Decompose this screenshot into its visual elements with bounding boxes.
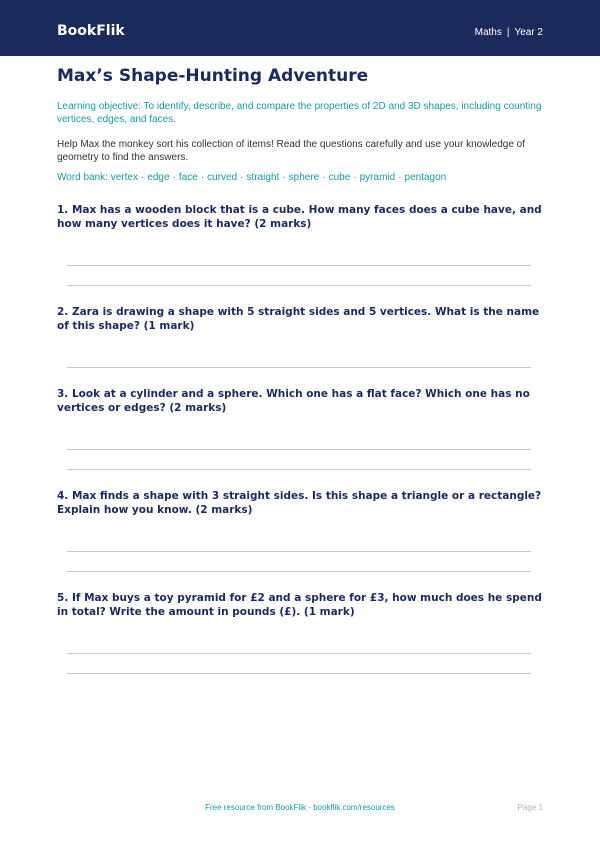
- answer-line[interactable]: [67, 653, 531, 654]
- word-bank-item: face: [178, 172, 198, 183]
- question-2: 2. Zara is drawing a shape with 5 straight sides and 5 vertices. What is the name of this shape? (1 mark): [57, 306, 540, 332]
- brand-logo[interactable]: BookFlik: [57, 23, 125, 39]
- answer-line[interactable]: [67, 285, 531, 286]
- word-bank-item: vertex: [110, 172, 138, 183]
- separator: |: [506, 27, 510, 38]
- word-bank-item: pentagon: [404, 172, 447, 183]
- word-bank-item: straight: [246, 172, 280, 183]
- word-bank-item: sphere: [288, 172, 320, 183]
- answer-line[interactable]: [67, 571, 531, 572]
- intro-text: Help Max the monkey sort his collection of items! Read the questions carefully and use your knowledge of geometry to find the answers.: [57, 139, 526, 163]
- year-label: Year 2: [514, 27, 543, 38]
- word-bank-item: edge: [147, 172, 170, 183]
- question-5: 5. If Max buys a toy pyramid for £2 and a sphere for £3, how much does he spend in total? Write the amount in pounds (£). (1 mark): [57, 592, 542, 618]
- question-1: 1. Max has a wooden block that is a cube. How many faces does a cube have, and how many vertices does it have? (2 marks): [57, 204, 542, 230]
- page-title: Max’s Shape-Hunting Adventure: [57, 66, 369, 86]
- word-bank-label: Word bank:: [57, 172, 108, 183]
- header-bar: [0, 0, 600, 56]
- question-4: 4. Max finds a shape with 3 straight sides. Is this shape a triangle or a rectangle? Explain how you know. (2 marks): [57, 490, 542, 516]
- word-bank-item: pyramid: [359, 172, 396, 183]
- word-bank: Word bank: vertex · edge · face · curved · straight · sphere · cube · pyramid · pentagon: [57, 172, 447, 183]
- answer-line[interactable]: [67, 551, 531, 552]
- page-number: Page 1: [517, 803, 543, 812]
- word-bank-item: cube: [328, 172, 351, 183]
- answer-line[interactable]: [67, 469, 531, 470]
- answer-line[interactable]: [67, 673, 531, 674]
- word-bank-item: curved: [207, 172, 238, 183]
- learning-objective: Learning objective: To identify, describe, and compare the properties of 2D and 3D shapes, including counting vertices, edges, and faces.: [57, 101, 542, 125]
- answer-line[interactable]: [67, 265, 531, 266]
- answer-line[interactable]: [67, 449, 531, 450]
- subject-year: [475, 27, 543, 38]
- answer-line[interactable]: [67, 367, 531, 368]
- footer-source[interactable]: Free resource from BookFlik · bookflik.com/resources: [205, 803, 395, 812]
- question-3: 3. Look at a cylinder and a sphere. Which one has a flat face? Which one has no vertices or edges? (2 marks): [57, 388, 530, 414]
- subject-label: Maths: [474, 27, 502, 38]
